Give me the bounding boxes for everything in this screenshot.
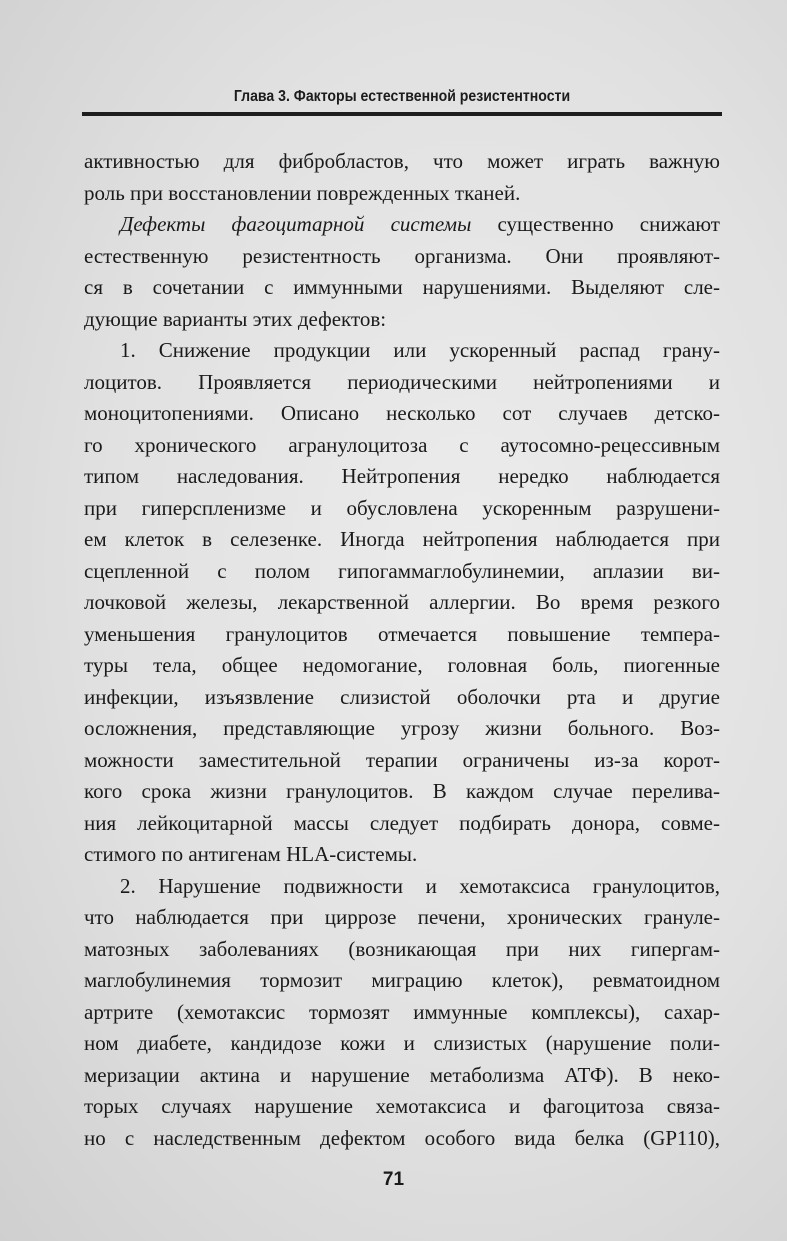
text-line: инфекции, изъязвление слизистой оболочки рта и другие — [84, 684, 720, 709]
text-line: активностью для фибробластов, что может играть важную — [84, 149, 720, 173]
text-line: матозных заболеваниях (возникающая при них гипергам- — [84, 936, 720, 961]
text-line: можности заместительной терапии ограничены из-за корот- — [84, 747, 720, 772]
text-line: 2. Нарушение подвижности и хемотаксиса гранулоцитов, — [120, 873, 720, 898]
text-line: ния лейкоцитарной массы следует подбирать донора, совме- — [84, 810, 720, 835]
text-line: лоцитов. Проявляется периодическими нейтропениями и — [84, 369, 720, 394]
text-line: ном диабете, кандидозе кожи и слизистых (нарушение поли- — [84, 1031, 720, 1055]
body-text — [84, 146, 720, 1154]
text-line: при гиперспленизме и обусловлена ускоренным разрушени- — [84, 495, 720, 520]
text-line: кого срока жизни гранулоцитов. В каждом случае перелива- — [84, 779, 720, 803]
text-line: моноцитопениями. Описано несколько сот случаев детско- — [84, 401, 720, 425]
text-line: го хронического агранулоцитоза с аутосомно-рецессивным — [84, 432, 720, 457]
text-line: лочковой железы, лекарственной аллергии. Во время резкого — [84, 590, 720, 614]
italic-term: Дефекты фагоцитарной системы — [120, 212, 472, 236]
text-line: маглобулинемия тормозит миграцию клеток), ревматоидном — [84, 968, 720, 992]
text-line: осложнения, представляющие угрозу жизни больного. Воз- — [84, 716, 720, 740]
text-line: стимого по антигенам HLA-системы. — [84, 842, 418, 866]
text-line: дующие варианты этих дефектов: — [84, 306, 387, 331]
text-run: существенно снижают — [471, 212, 720, 236]
text-line: роль при восстановлении поврежденных тканей. — [84, 180, 521, 205]
text-line: уменьшения гранулоцитов отмечается повышение темпера- — [84, 621, 720, 646]
text-line: 1. Снижение продукции или ускоренный распад грану- — [120, 338, 720, 362]
text-line: туры тела, общее недомогание, головная боль, пиогенные — [84, 653, 720, 677]
text-line: естественную резистентность организма. Они проявляют- — [84, 243, 720, 268]
text-line: сцепленной с полом гипогаммаглобулинемии, аплазии ви- — [84, 558, 720, 583]
text-line: меризации актина и нарушение метаболизма АТФ). В неко- — [84, 1062, 720, 1087]
running-head: Глава 3. Факторы естественной резистентности — [233, 88, 571, 105]
page-number: 71 — [382, 1169, 405, 1190]
text-line: артрите (хемотаксис тормозят иммунные комплексы), сахар- — [84, 999, 720, 1024]
text-line: ем клеток в селезенке. Иногда нейтропения наблюдается при — [84, 527, 720, 551]
text-line — [84, 209, 720, 241]
text-line: типом наследования. Нейтропения нередко наблюдается — [84, 464, 720, 488]
text-line: ся в сочетании с иммунными нарушениями. Выделяют сле- — [84, 275, 720, 299]
text-line: но с наследственным дефектом особого вида белка (GP110), — [84, 1125, 720, 1150]
text-line: что наблюдается при циррозе печени, хронических грануле- — [84, 905, 720, 929]
text-line: торых случаях нарушение хемотаксиса и фагоцитоза связа- — [84, 1094, 720, 1118]
header-rule — [82, 112, 722, 116]
